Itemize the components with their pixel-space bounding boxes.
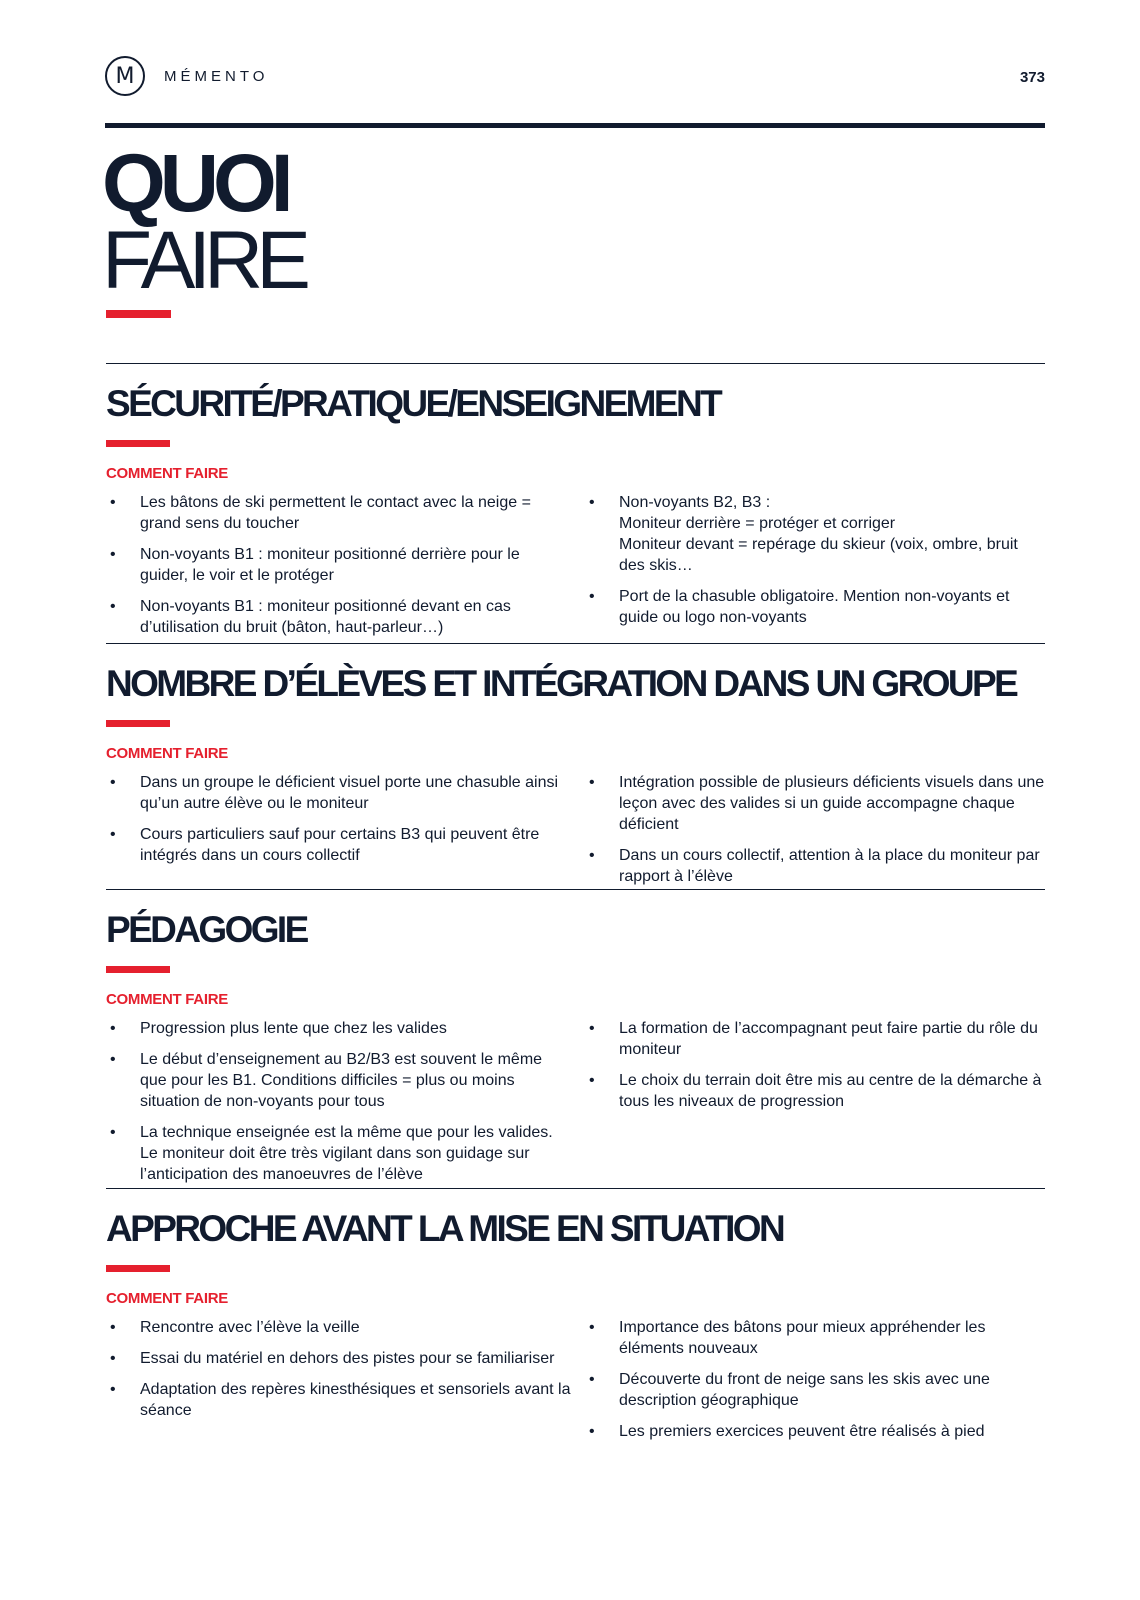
right-column (585, 772, 1045, 897)
list-item: • Le début d’enseignement au B2/B3 est souvent le même que pour les B1. Conditions difficiles = plus ou moins situation de non-voyants pour tous (110, 1051, 543, 1110)
right-column (585, 1018, 1045, 1195)
section-divider (106, 1188, 1045, 1189)
left-column (106, 772, 571, 897)
list-item: • Adaptation des repères kinesthésiques et sensoriels avant la séance (110, 1381, 571, 1419)
bullet-icon: • (589, 1020, 595, 1037)
logo-icon (105, 56, 145, 96)
list-item: • Dans un groupe le déficient visuel porte une chasuble ainsi qu’un autre élève ou le moniteur (110, 774, 559, 812)
title-accent-bar (106, 310, 171, 318)
section-subtitle: COMMENT FAIRE (106, 1290, 228, 1307)
bullet-icon: • (110, 774, 116, 791)
section-subtitle: COMMENT FAIRE (106, 991, 228, 1008)
list-item: • Intégration possible de plusieurs déficients visuels dans une leçon avec des valides si un guide accompagne chaque déficient (589, 774, 1045, 833)
right-column (585, 492, 1045, 648)
list-item: • Découverte du front de neige sans les skis avec une description géographique (589, 1371, 990, 1409)
section-title: PÉDAGOGIE (106, 909, 307, 950)
section-subtitle: COMMENT FAIRE (106, 745, 228, 762)
list-item: • Les premiers exercices peuvent être réalisés à pied (589, 1423, 985, 1440)
list-item: • La technique enseignée est la même que pour les valides. Le moniteur doit être très vigilant dans son guidage sur l’anticipation des manoeuvres de l’élève (110, 1124, 553, 1183)
list-item: • Dans un cours collectif, attention à la place du moniteur par rapport à l’élève (589, 847, 1040, 885)
section-accent-bar (106, 966, 170, 973)
top-divider (105, 123, 1045, 128)
page-title-line1: QUOI (102, 138, 288, 229)
bullet-icon: • (110, 826, 116, 843)
bullet-icon: • (110, 1051, 116, 1068)
bullet-icon: • (589, 1319, 595, 1336)
bullet-icon: • (589, 1423, 595, 1440)
section-securite (106, 363, 1045, 648)
bullet-icon: • (110, 1350, 116, 1367)
section-subtitle: COMMENT FAIRE (106, 465, 228, 482)
logo-letter: M (115, 63, 135, 89)
section-divider (106, 889, 1045, 890)
list-item: • Cours particuliers sauf pour certains B3 qui peuvent être intégrés dans un cours collectif (110, 826, 540, 864)
left-column (106, 1317, 571, 1452)
section-accent-bar (106, 1265, 170, 1272)
section-title: NOMBRE D’ÉLÈVES ET INTÉGRATION DANS UN GROUPE (106, 663, 1017, 704)
bullet-icon: • (110, 1020, 116, 1037)
section-accent-bar (106, 720, 170, 727)
list-item: • Port de la chasuble obligatoire. Mention non-voyants et guide ou logo non-voyants (589, 588, 1010, 626)
bullet-icon: • (589, 494, 595, 511)
bullet-icon: • (110, 1381, 116, 1398)
bullet-icon: • (589, 847, 595, 864)
list-item: • Le choix du terrain doit être mis au centre de la démarche à tous les niveaux de progression (589, 1072, 1042, 1110)
bullet-icon: • (110, 598, 116, 615)
bullet-icon: • (589, 1072, 595, 1089)
list-item: • Progression plus lente que chez les valides (110, 1020, 447, 1037)
list-item: • Non-voyants B2, B3 : Moniteur derrière = protéger et corriger Moniteur devant = repérage du skieur (voix, ombre, bruit des skis… (589, 494, 1018, 574)
page-number: 373 (1019, 69, 1045, 86)
section-nombre-eleves (106, 643, 1045, 897)
brand-name: MÉMENTO (164, 68, 269, 85)
list-item: • Non-voyants B1 : moniteur positionné devant en cas d’utilisation du bruit (bâton, haut-parleur…) (110, 598, 511, 636)
section-accent-bar (106, 440, 170, 447)
section-title: SÉCURITÉ/PRATIQUE/ENSEIGNEMENT (106, 383, 721, 424)
left-column (106, 492, 571, 648)
section-approche (106, 1188, 1045, 1452)
list-item: • La formation de l’accompagnant peut faire partie du rôle du moniteur (589, 1020, 1038, 1058)
bullet-icon: • (110, 494, 116, 511)
page-title-line2: FAIRE (102, 215, 304, 306)
section-pedagogie (106, 889, 1045, 1195)
list-item: • Rencontre avec l’élève la veille (110, 1319, 360, 1336)
bullet-icon: • (110, 1124, 116, 1141)
list-item: • Importance des bâtons pour mieux appréhender les éléments nouveaux (589, 1319, 986, 1357)
right-column (585, 1317, 1045, 1452)
bullet-icon: • (589, 1371, 595, 1388)
section-divider (106, 643, 1045, 644)
list-item: • Les bâtons de ski permettent le contact avec la neige = grand sens du toucher (110, 494, 531, 532)
section-divider (106, 363, 1045, 364)
list-item: • Non-voyants B1 : moniteur positionné derrière pour le guider, le voir et le protéger (110, 546, 520, 584)
bullet-icon: • (589, 774, 595, 791)
section-title: APPROCHE AVANT LA MISE EN SITUATION (106, 1208, 784, 1249)
bullet-icon: • (110, 1319, 116, 1336)
list-item: • Essai du matériel en dehors des pistes pour se familiariser (110, 1350, 555, 1367)
bullet-icon: • (110, 546, 116, 563)
bullet-icon: • (589, 588, 595, 605)
left-column (106, 1018, 571, 1195)
